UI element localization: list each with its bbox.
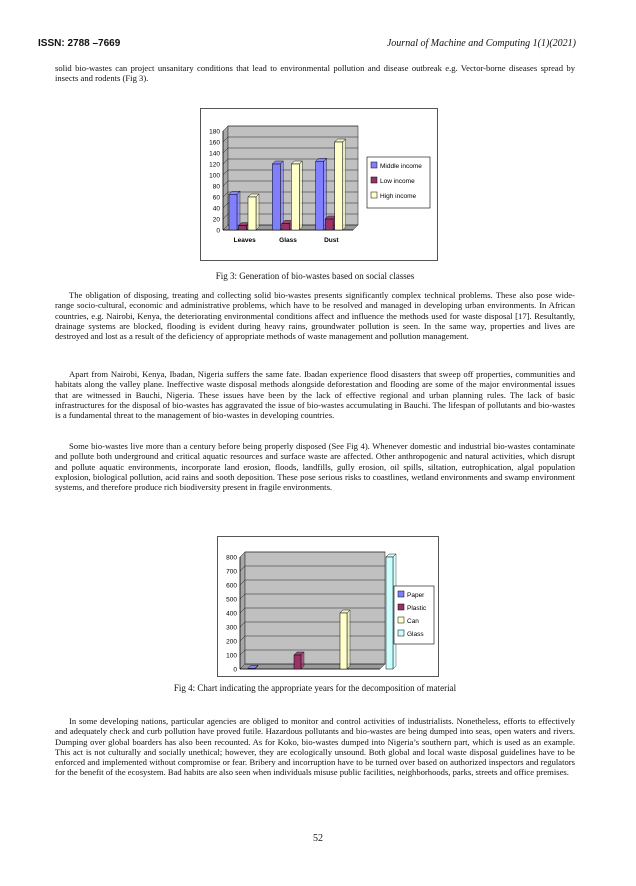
journal-title: Journal of Machine and Computing 1(1)(2021)	[386, 38, 576, 49]
y-tick-label: 200	[226, 638, 237, 646]
y-tick-label: 300	[226, 624, 237, 632]
figure-4-caption: Fig 4: Chart indicating the appropriate years for the decomposition of material	[173, 683, 457, 693]
y-tick-label: 140	[209, 150, 220, 158]
bar-paper	[248, 668, 255, 669]
figure-4-svg	[218, 537, 438, 676]
bar-low-income	[325, 219, 333, 230]
paragraph-intro: solid bio-wastes can project unsanitary conditions that lead to environmental pollution and disease outbreak e.g. Vector-borne diseases spread by insects and rodents (Fig 3).	[55, 63, 575, 84]
x-tick-label: Leaves	[233, 237, 256, 244]
y-tick-label: 40	[212, 205, 220, 213]
y-tick-label: 700	[226, 568, 237, 576]
figure-3-chart	[200, 108, 438, 261]
legend-swatch	[371, 177, 377, 183]
x-tick-label: Glass	[279, 237, 297, 244]
y-tick-label: 100	[209, 172, 220, 180]
y-tick-label: 400	[226, 610, 237, 618]
legend-swatch	[371, 162, 377, 168]
bar-side	[299, 161, 302, 230]
paragraph-4: In some developing nations, particular agencies are obliged to monitor and control activities of industrialists. Nonetheless, efforts to effectively and adequately check and curb pollution have proved futile. Hazardous pollutants and bio-wastes are being dumped into seas, open waters and rivers. Dumping over global boarders has also been recounted. As for Koko, bio-wastes dumped into Nigeria’s southern part, which is used as an example. This act is not culturally and socially unethical; however, they are ecologically unsound. Both global and local waste disposal guidelines have to be enforced and implemented without compromise or fear. Bribery and incorruption have to be turned over based on authorized inspectors and regulators for the benefit of the ecosystem. Bad habits are also seen when individuals misuse public facilities, neighborhoods, parks, streets and office premises.	[55, 716, 575, 778]
figure-3-svg	[201, 109, 437, 260]
bar-side	[347, 610, 350, 669]
y-tick-label: 0	[216, 227, 220, 235]
y-tick-label: 80	[212, 183, 220, 191]
legend-label: Middle income	[380, 163, 422, 170]
legend-label: Glass	[407, 631, 424, 638]
plot-floor	[240, 664, 385, 669]
bar-high-income	[248, 197, 256, 230]
legend-label: High income	[380, 193, 417, 200]
bar-side	[256, 194, 259, 230]
bar-can	[340, 613, 347, 669]
bar-low-income	[282, 223, 290, 230]
figure-3-caption: Fig 3: Generation of bio-wastes based on social classes	[215, 271, 415, 281]
bar-plastic	[294, 655, 301, 669]
legend-swatch	[398, 604, 404, 610]
y-tick-label: 0	[233, 666, 237, 674]
paragraph-3: Some bio-wastes live more than a century before being properly disposed (See Fig 4). Whenever domestic and industrial bio-wastes contaminate and pollute both underground and critical aquatic resources and surface waste are affected. Other anthropogenic and natural activities, which disrupt and pollute aquatic environments, incorporate land erosion, floods, landfills, gully erosion, oil spills, siltation, eutrophication, algal population explosion, biological pollution, acid rains and sooth deposition. These pose serious risks to coastlines, wetland environments and swamp environment systems, and therefore produce rich biodiversity present in fragile environments.	[55, 441, 575, 493]
bar-glass	[386, 557, 393, 669]
page-header	[38, 38, 576, 52]
y-tick-label: 500	[226, 596, 237, 604]
paragraph-2: Apart from Nairobi, Kenya, Ibadan, Nigeria suffers the same fate. Ibadan experience flood disasters that sweep off properties, communities and habitats along the valley plane. Ineffective waste disposal methods alongside deforestation and flooding are some of the major environmental issues that are witnessed in Bauchi, Nigeria. These issues have been by the lack of effective regional and urban planning rules. The lack of basic infrastructures for the disposal of bio-wastes has aggravated the issue of bio-wastes accumulating in Bauchi. The lifespan of pollutants and bio-wastes is a fundamental threat to the management of bio-wastes in developing countries.	[55, 369, 575, 421]
legend-swatch	[371, 192, 377, 198]
legend-label: Paper	[407, 592, 425, 599]
page-number: 52	[313, 833, 323, 844]
legend-swatch	[398, 630, 404, 636]
y-tick-label: 120	[209, 161, 220, 169]
y-tick-label: 100	[226, 652, 237, 660]
issn-label: ISSN: 2788 –7669	[38, 38, 121, 49]
y-tick-label: 800	[226, 554, 237, 562]
bar-side	[301, 652, 304, 669]
legend-label: Plastic	[407, 605, 427, 612]
bar-high-income	[335, 142, 343, 230]
y-tick-label: 600	[226, 582, 237, 590]
bar-middle-income	[229, 194, 237, 230]
y-tick-label: 20	[212, 216, 220, 224]
y-tick-label: 160	[209, 139, 220, 147]
legend-swatch	[398, 617, 404, 623]
figure-4-chart	[217, 536, 439, 677]
bar-low-income	[239, 226, 247, 230]
paragraph-1: The obligation of disposing, treating and collecting solid bio-wastes presents significantly complex technical problems. These also pose wide-range socio-cultural, economic and administrative problems, which have to be resolved and managed in developing urban environments. In African countries, e.g. Nairobi, Kenya, the deteriorating environmental conditions affect and influence the methods used for waste disposal [17]. Resultantly, drainage systems are blocked, flooding is evident during heavy rains, groundwater pollution is seen. In the same way, properties and lives are destroyed and lost as a result of the deficiency of appropriate methods of waste management and pollution management.	[55, 290, 575, 342]
bar-side	[280, 161, 283, 230]
bar-side	[343, 139, 346, 230]
legend-label: Can	[407, 618, 419, 625]
legend-label: Low income	[380, 178, 415, 185]
x-tick-label: Dust	[324, 237, 339, 244]
bar-middle-income	[272, 164, 280, 230]
bar-high-income	[291, 164, 299, 230]
y-tick-label: 180	[209, 128, 220, 136]
y-tick-label: 60	[212, 194, 220, 202]
bar-side	[237, 191, 240, 230]
bar-middle-income	[316, 161, 324, 230]
legend-swatch	[398, 591, 404, 597]
